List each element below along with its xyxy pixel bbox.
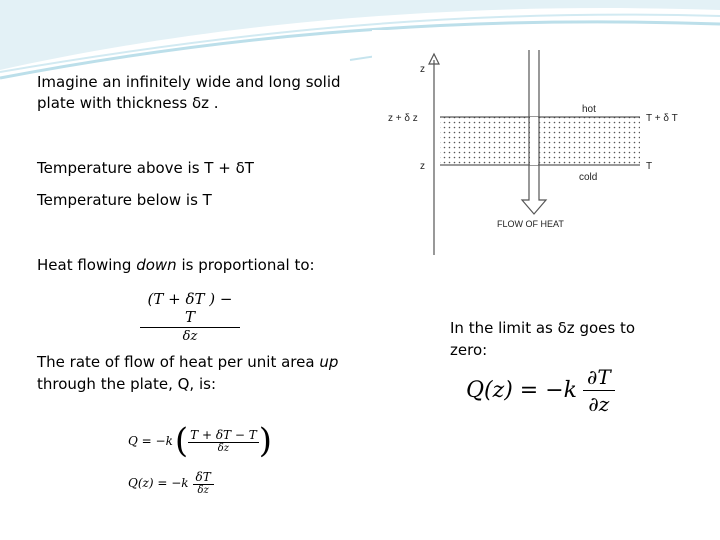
q-fraction: [188, 428, 259, 454]
q-open-paren: (: [174, 421, 189, 461]
bottom-temperature-label: T: [646, 161, 653, 172]
limit-line-2: zero:: [450, 341, 488, 359]
proportional-denominator: δz: [182, 329, 198, 344]
axis-z-label: z: [420, 64, 425, 75]
top-temperature-label: T + δ T: [646, 113, 678, 124]
heat-flow-prefix: Heat flowing: [37, 256, 137, 274]
limit-line-1: In the limit as δz goes to: [450, 319, 636, 337]
heat-flow-emphasis: down: [136, 256, 177, 274]
intro-line-1: Imagine an infinitely wide and long solid: [37, 73, 341, 91]
qz-numerator: δT: [193, 470, 214, 485]
z-plus-dz-label: z + δ z: [388, 113, 418, 124]
qz-fraction: [193, 470, 214, 496]
limit-equation-left: Q(z) = −k: [466, 378, 577, 403]
rate-line-1: [37, 352, 338, 372]
rate-line-2: through the plate, Q, is:: [37, 375, 216, 393]
hot-label: hot: [582, 104, 596, 115]
proportional-equation: [140, 290, 240, 346]
rate-line-1-emphasis: up: [319, 353, 339, 371]
plate-region: [440, 117, 640, 165]
qz-equation-left: Q(z) = −k: [128, 476, 189, 490]
cold-label: cold: [579, 172, 598, 183]
q-numerator: T + δT − T: [190, 428, 257, 442]
q-equation-left: Q = −k: [128, 434, 173, 448]
temperature-above: Temperature above is T + δT: [37, 159, 254, 177]
q-denominator: δz: [217, 443, 230, 454]
heat-flow-line: [37, 255, 315, 275]
qz-equation: [128, 470, 214, 496]
rate-line-1-prefix: The rate of flow of heat per unit area: [37, 353, 320, 371]
limit-equation: [466, 364, 615, 417]
z-label: z: [420, 161, 425, 172]
qz-denominator: δz: [197, 485, 209, 496]
proportional-numerator: (T + δT ) − T: [140, 290, 240, 328]
limit-fraction: [583, 364, 615, 417]
intro-line-2: plate with thickness δz .: [37, 94, 219, 112]
heat-flow-suffix: is proportional to:: [176, 256, 315, 274]
limit-numerator: ∂T: [583, 364, 615, 391]
flow-of-heat-label: FLOW OF HEAT: [497, 219, 564, 229]
q-equation: [128, 421, 272, 461]
limit-denominator: ∂z: [588, 392, 610, 416]
plate-diagram: [372, 30, 720, 272]
temperature-below: Temperature below is T: [37, 191, 212, 209]
q-close-paren: ): [258, 421, 272, 461]
